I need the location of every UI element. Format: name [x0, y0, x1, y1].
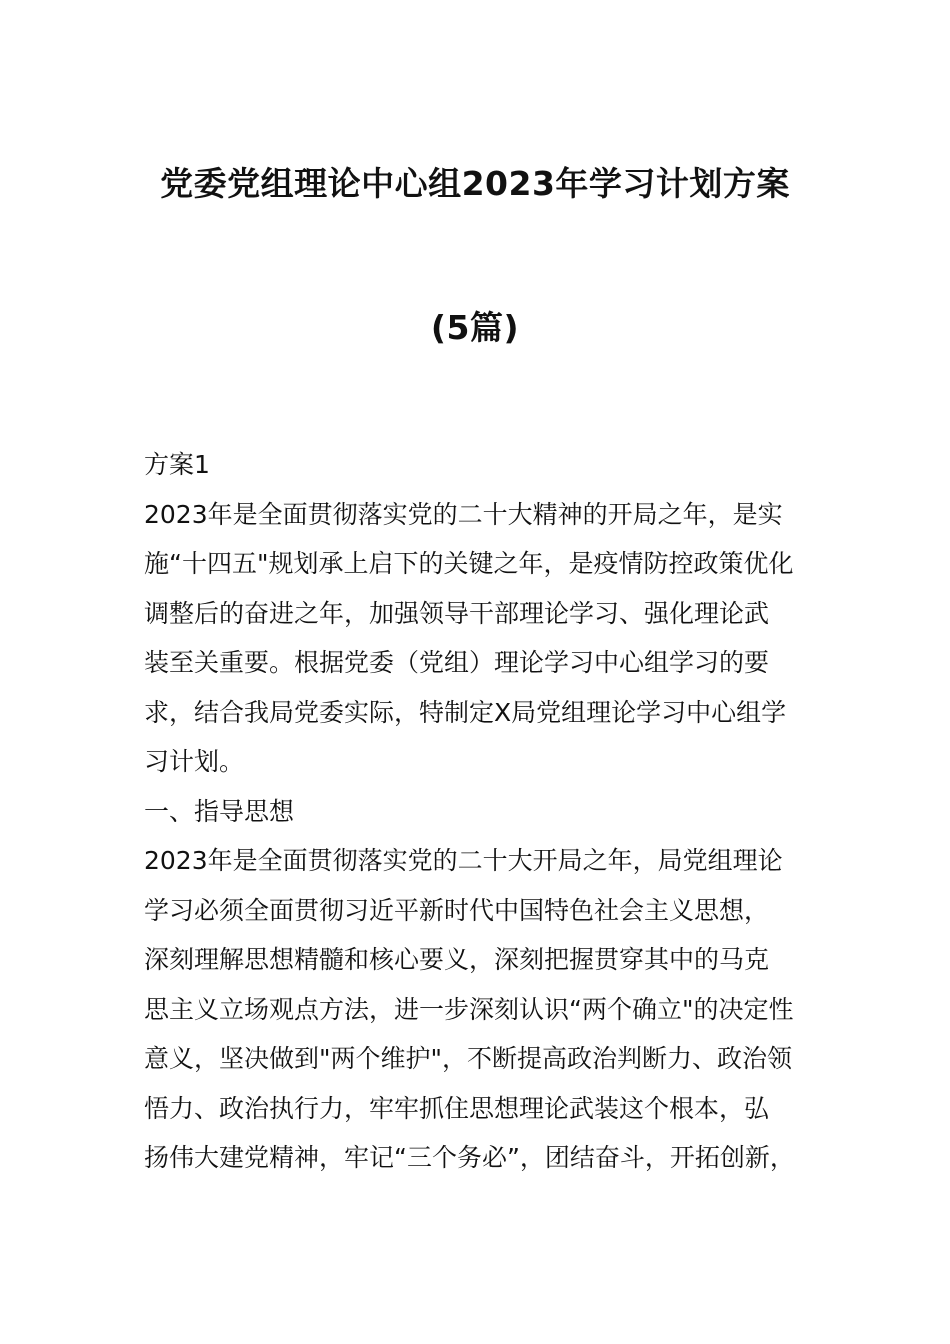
- paragraph-line: 扬伟大建党精神，牢记“三个务必”，团结奋斗，开拓创新，: [144, 1143, 795, 1172]
- document-body: [144, 440, 808, 1183]
- paragraph-line: 悟力、政治执行力，牢牢抓住思想理论武装这个根本，弘: [144, 1093, 770, 1123]
- document-subtitle: (5篇): [430, 308, 520, 347]
- paragraph-line: 2023年是全面贯彻落实党的二十大开局之年，局党组理论: [144, 846, 783, 875]
- section-heading: 一、指导思想: [144, 796, 295, 826]
- paragraph-line: 思主义立场观点方法，进一步深刻认识“两个确立"的决定性: [144, 994, 794, 1024]
- paragraph-line: 求，结合我局党委实际，特制定X局党组理论学习中心组学: [144, 697, 787, 727]
- section-label: 方案1: [144, 450, 210, 479]
- paragraph-line: 2023年是全面贯彻落实党的二十大精神的开局之年，是实: [144, 499, 783, 529]
- paragraph-line: 装至关重要。根据党委（党组）理论学习中心组学习的要: [144, 648, 770, 677]
- document-title: 党委党组理论中心组2023年学习计划方案: [160, 164, 790, 203]
- paragraph-line: 深刻理解思想精髓和核心要义，深刻把握贯穿其中的马克: [144, 945, 770, 974]
- paragraph-line: 学习必须全面贯彻习近平新时代中国特色社会主义思想，: [144, 895, 770, 925]
- paragraph-line: 习计划。: [144, 747, 245, 776]
- paragraph-line: 施“十四五"规划承上启下的关键之年，是疫情防控政策优化: [144, 549, 794, 578]
- paragraph-line: 调整后的奋进之年，加强领导干部理论学习、强化理论武: [144, 598, 770, 628]
- paragraph-line: 意义，坚决做到"两个维护"，不断提高政治判断力、政治领: [144, 1044, 793, 1073]
